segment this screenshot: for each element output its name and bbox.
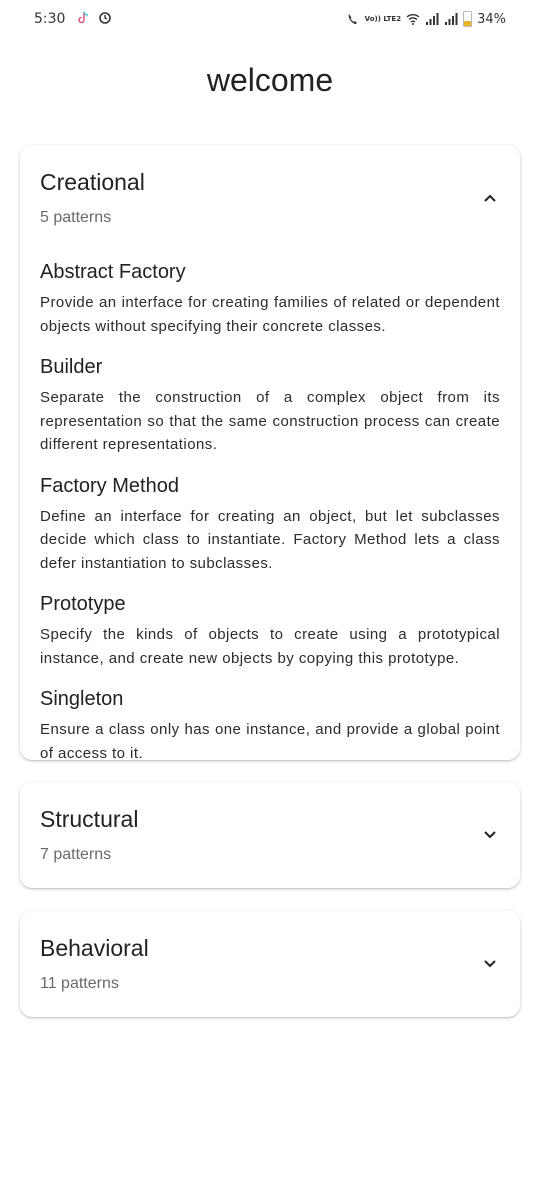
chevron-down-icon[interactable] (482, 827, 498, 843)
category-pattern-count: 5 patterns (40, 209, 112, 226)
pattern-description: Separate the construction of a complex object from its representation so that the same construction process can create different representations. (40, 389, 500, 453)
status-time: 5:30 (34, 11, 66, 27)
battery-percent: 34% (477, 11, 506, 27)
pattern-description: Specify the kinds of objects to create using a prototypical instance, and create new objects by copying this prototype. (40, 626, 500, 667)
pattern-item (40, 684, 500, 765)
category-title: Creational (40, 169, 145, 195)
tiktok-notification-icon (76, 11, 90, 25)
sync-notification-icon (98, 11, 112, 25)
category-card-structural[interactable] (20, 782, 520, 888)
signal-1-icon (425, 12, 439, 26)
call-forward-icon (346, 12, 360, 26)
chevron-up-icon[interactable] (482, 190, 498, 206)
pattern-name: Factory Method (40, 474, 179, 497)
pattern-name: Prototype (40, 593, 126, 615)
pattern-description: Provide an interface for creating families of related or dependent objects without specifying their concrete classes. (40, 294, 500, 335)
pattern-description: Define an interface for creating an object, but let subclasses decide which class to instantiate. Factory Method lets a class defer instantiation to subclasses. (40, 507, 500, 572)
volte-indicator: Vo)) LTE2 (364, 14, 402, 23)
category-header-creational[interactable] (20, 145, 520, 245)
pattern-list (40, 257, 500, 779)
category-title: Structural (40, 806, 139, 832)
wifi-icon (406, 12, 420, 26)
category-card-creational (20, 145, 520, 760)
pattern-item (40, 471, 500, 576)
pattern-item (40, 257, 500, 338)
category-pattern-count: 11 patterns (40, 975, 119, 992)
pattern-name: Singleton (40, 688, 124, 710)
pattern-description: Ensure a class only has one instance, and provide a global point of access to it. (40, 721, 500, 762)
status-bar (0, 0, 540, 40)
battery-icon (463, 11, 472, 27)
page-title: welcome (206, 62, 334, 98)
pattern-name: Abstract Factory (40, 261, 186, 283)
chevron-down-icon[interactable] (482, 956, 498, 972)
category-pattern-count: 7 patterns (40, 846, 112, 863)
category-card-behavioral[interactable] (20, 911, 520, 1017)
pattern-name: Builder (40, 356, 103, 378)
category-title: Behavioral (40, 935, 149, 961)
pattern-item (40, 589, 500, 670)
battery-fill (464, 21, 471, 26)
pattern-item (40, 352, 500, 457)
signal-2-icon (444, 12, 458, 26)
